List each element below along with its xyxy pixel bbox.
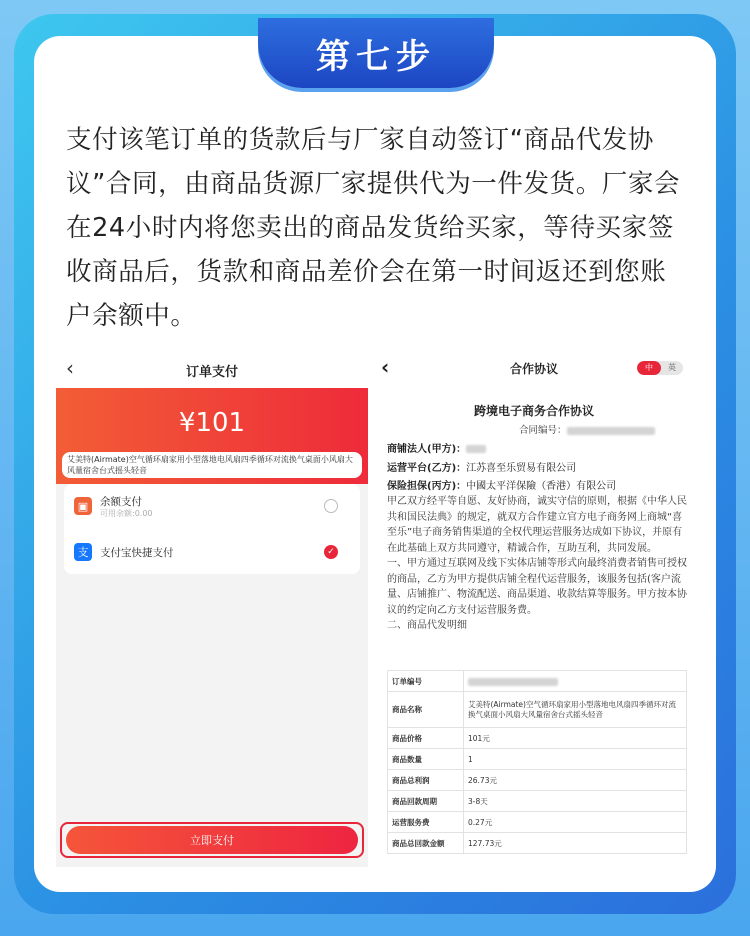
payment-option-alipay[interactable] [64,530,360,574]
detail-value: 1 [464,749,687,770]
detail-key: 运营服务费 [388,812,464,833]
document-title: 跨境电子商务合作协议 [473,404,594,418]
order-payment-screenshot [56,352,368,867]
party-c [387,477,616,492]
table-row [388,812,687,833]
detail-value [464,671,687,692]
payment-option-balance[interactable] [64,484,360,528]
lang-en[interactable]: 英 [668,363,676,372]
payment-option-label: 支付宝快捷支付 [100,547,174,559]
detail-value: 0.27元 [464,812,687,833]
table-row [388,770,687,791]
detail-value: 3-8天 [464,791,687,812]
detail-value: 127.73元 [464,833,687,854]
chevron-left-icon[interactable]: ‹ [381,355,390,379]
agreement-paragraph: 甲乙双方经平等自愿、友好协商，诚实守信的原则，根据《中华人民共和国民法典》的规定，就双方合作建立官方电子商务网上商城“喜至乐”电子商务销售渠道的全权代理运营服务达成如下协议，并原有在此基础上双方共同遵守，精诚合作，互助互利，共同发展。 [387,496,687,554]
redacted-value [567,427,655,435]
order-amount: ¥101 [178,408,246,438]
payment-method-card [64,484,360,574]
lang-zh[interactable]: 中 [637,361,661,375]
detail-value: 26.73元 [464,770,687,791]
detail-key: 商品总回款金额 [388,833,464,854]
detail-value: 101元 [464,728,687,749]
party-label: 保险担保(丙方)： [387,481,467,492]
step-banner [258,18,494,88]
step-description: 支付该笔订单的货款后与厂家自动签订“商品代发协议”合同，由商品货源厂家提供代为一件发货。厂家会在24小时内将您卖出的商品发货给买家，等待买家签收商品后，货款和商品差价会在第一时间返还到您账户余额中。 [66,125,681,331]
party-label: 运营平台(乙方)： [387,463,467,474]
section-heading: 二、商品代发明细 [387,620,467,631]
language-toggle[interactable] [637,361,683,375]
redacted-value [466,445,486,453]
payment-option-label: 余额支付 [100,496,142,508]
table-row [388,749,687,770]
redacted-value [468,678,558,686]
available-balance: 可用余额:0.00 [100,509,153,518]
detail-value: 艾美特(Airmate)空气循环扇家用小型落地电风扇四季循环对流换气桌面小风扇大风量宿舍台式摇头轻音 [464,692,687,728]
detail-key: 商品名称 [388,692,464,728]
party-a [387,440,486,455]
contract-number [519,422,655,436]
contract-number-label: 合同编号： [519,425,567,436]
party-b [387,459,576,474]
agreement-paragraph: 一、甲方通过互联网及线下实体店铺等形式向最终消费者销售可授权的商品，乙方为甲方提供店铺全程代运营服务，该服务包括(客户流量、店铺推广、物流配送、商品渠道、收款结算等服务。甲方按本协议的约定向乙方支付运营服务费。 [387,558,687,616]
detail-key: 商品总利润 [388,770,464,791]
table-row [388,833,687,854]
party-value: 中國太平洋保險（香港）有限公司 [466,481,617,492]
radio-unselected[interactable] [324,499,338,513]
detail-key: 订单编号 [388,671,464,692]
agreement-screenshot [373,352,695,867]
agreement-body [387,494,687,634]
order-header [56,352,368,388]
order-title: 订单支付 [185,364,238,380]
party-label: 商铺法人(甲方)： [387,444,467,455]
detail-key: 商品回款周期 [388,791,464,812]
party-value: 江苏喜至乐贸易有限公司 [466,463,577,474]
table-row [388,791,687,812]
table-row [388,728,687,749]
agreement-header [373,352,695,384]
alipay-icon: 支 [74,543,92,561]
agreement-title: 合作协议 [509,361,558,376]
wallet-icon: ▣ [74,497,92,515]
amount-banner [56,388,368,484]
table-row [388,671,687,692]
pay-now-button[interactable]: 立即支付 [66,826,358,854]
detail-key: 商品数量 [388,749,464,770]
table-row [388,692,687,728]
detail-key: 商品价格 [388,728,464,749]
product-name: 艾美特(Airmate)空气循环扇家用小型落地电风扇四季循环对流换气桌面小风扇大风量宿舍台式摇头轻音 [62,452,362,478]
chevron-left-icon[interactable]: ‹ [66,356,74,380]
check-icon[interactable]: ✓ [324,545,338,559]
step-title: 第七步 [316,36,436,77]
details-table [387,670,687,854]
